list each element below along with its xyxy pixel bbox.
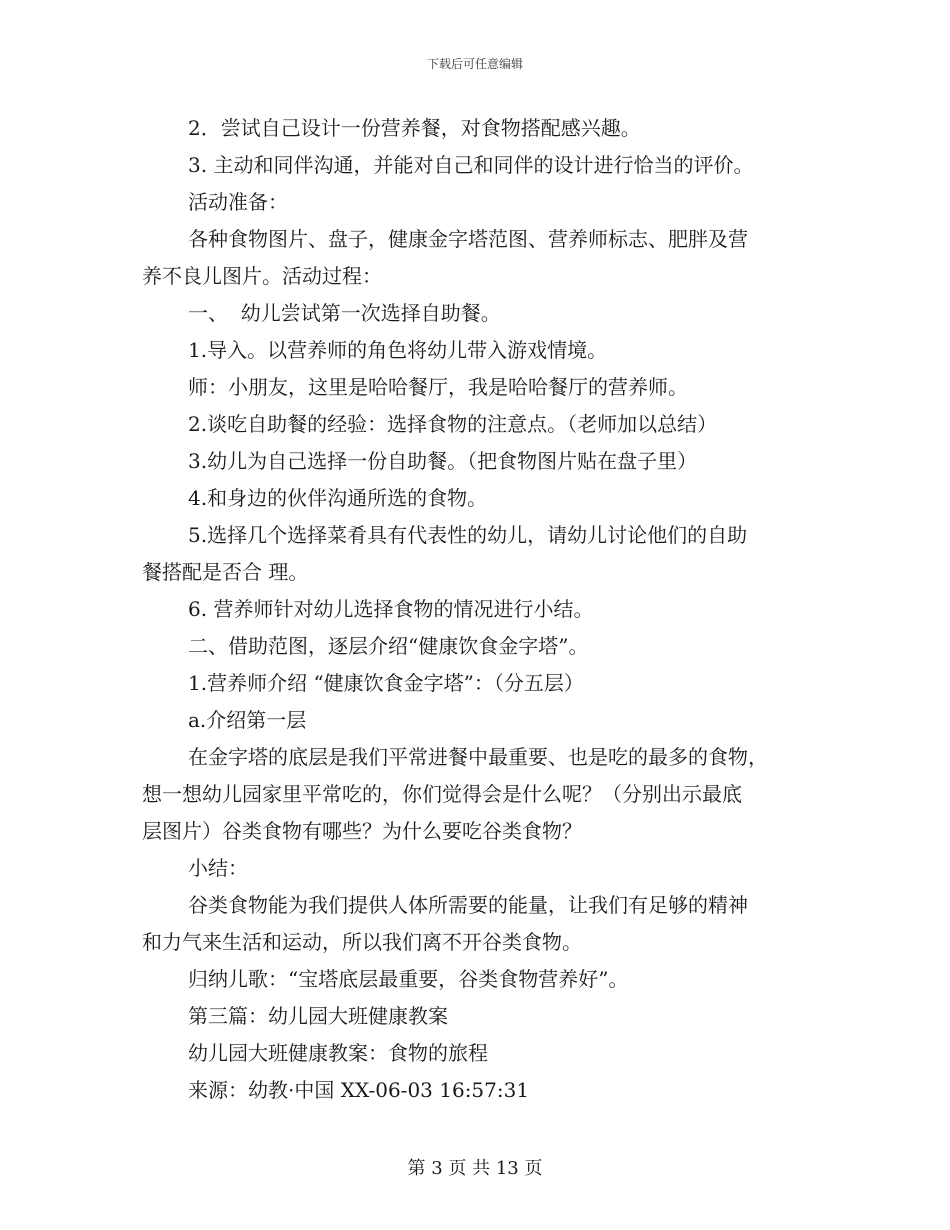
text-line: 层图片）谷类食物有哪些？为什么要吃谷类食物？ [142,819,582,843]
text-line: 2.谈吃自助餐的经验：选择食物的注意点。（老师加以总结） [188,412,718,436]
text-line: 在金字塔的底层是我们平常进餐中最重要、也是吃的最多的食物， [188,745,768,769]
text-line: 第三篇：幼儿园大班健康教案 [188,1004,448,1028]
text-line: 养不良儿图片。活动过程： [142,264,382,288]
text-line: 二、借助范图，逐层介绍“健康饮食金字塔”。 [188,634,589,658]
text-line: 各种食物图片、盘子，健康金字塔范图、营养师标志、肥胖及营 [188,227,748,251]
text-line: 想一想幼儿园家里平常吃的，你们觉得会是什么呢？（分别出示最底 [142,782,742,806]
text-line: 1.营养师介绍 “健康饮食金字塔”：（分五层） [188,671,584,695]
page-footer: 第 3 页 共 13 页 [407,1158,543,1179]
text-line: 小结： [188,856,248,880]
text-line: 1.导入。以营养师的角色将幼儿带入游戏情境。 [188,338,608,362]
text-line: 5.选择几个选择菜肴具有代表性的幼儿，请幼儿讨论他们的自助 [188,523,748,547]
text-line: 幼儿园大班健康教案：食物的旅程 [188,1041,488,1065]
text-line: 和力气来生活和运动，所以我们离不开谷类食物。 [142,930,582,954]
text-line: 师：小朋友，这里是哈哈餐厅，我是哈哈餐厅的营养师。 [188,375,688,399]
text-line: 3. 主动和同伴沟通，并能对自己和同伴的设计进行恰当的评价。 [188,153,754,177]
text-line: 3.幼儿为自己选择一份自助餐。（把食物图片贴在盘子里） [188,449,698,473]
text-line: 6. 营养师针对幼儿选择食物的情况进行小结。 [188,597,594,621]
text-line: 来源：幼教·中国 XX-06-03 16:57:31 [188,1078,530,1102]
text-line: 一、 幼儿尝试第一次选择自助餐。 [188,301,501,325]
text-line: 谷类食物能为我们提供人体所需要的能量，让我们有足够的精神 [188,893,748,917]
text-line: 活动准备： [188,190,288,214]
text-line: 归纳儿歌：“宝塔底层最重要，谷类食物营养好”。 [188,967,629,991]
text-line: 2．尝试自己设计一份营养餐，对食物搭配感兴趣。 [188,116,641,140]
document-body [142,110,822,1109]
page-header-note: 下载后可任意编辑 [426,57,523,71]
text-line: 4.和身边的伙伴沟通所选的食物。 [188,486,488,510]
text-line: a.介绍第一层 [188,708,307,732]
text-line: 餐搭配是否合 理。 [142,560,309,584]
